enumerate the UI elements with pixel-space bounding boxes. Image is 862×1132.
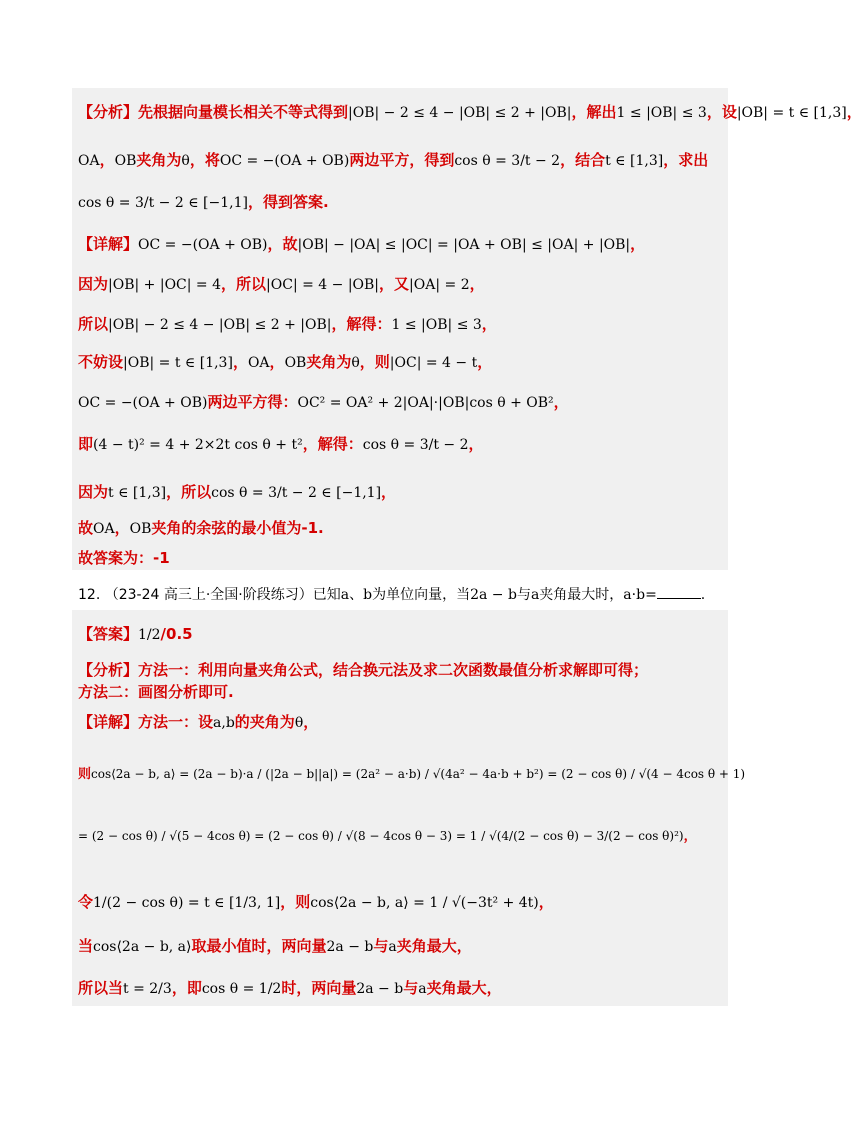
math: |OB| − |OA| ≤ |OC| = |OA + OB| ≤ |OA| + |OB| — [297, 237, 631, 253]
text: ， — [303, 713, 319, 731]
math: OA — [247, 355, 270, 371]
math: 1/(2 − cos θ) = t ∈ [1/3, 1] — [93, 895, 281, 911]
math: a — [418, 981, 427, 997]
math: cos⟨2a − b, a⟩ — [93, 939, 192, 955]
math: |OC| = 4 − t — [389, 355, 478, 371]
line-detail-2 — [78, 762, 745, 787]
text: ， — [477, 353, 493, 371]
math: 1 ≤ |OB| ≤ 3 — [391, 317, 482, 333]
line-11 — [78, 516, 324, 541]
text: 故答案为：-1 — [78, 549, 170, 567]
text: 夹角的余弦的最小值为-1. — [151, 519, 324, 537]
line-6 — [78, 312, 497, 337]
math: = (2 − cos θ) / √(5 − 4cos θ) = (2 − cos θ) / √(8 − 4cos θ − 3) = 1 / √(4/(2 − cos θ) − 3/(2 − cos θ)²) — [78, 829, 684, 843]
math: cos⟨2a − b, a⟩ = (2a − b)·a / (|2a − b||a|) = (2a² − a·b) / √(4a² − 4a·b + b²) = (2 − cos θ) / √(4 − 4cos θ + 1) — [91, 767, 746, 781]
text: 所以 — [78, 315, 109, 333]
math: θ — [351, 355, 360, 371]
math: OB — [114, 153, 137, 169]
math: t ∈ [1,3] — [605, 153, 664, 169]
line-detail-4 — [78, 890, 554, 915]
line-3 — [78, 190, 329, 215]
line-detail-1 — [78, 710, 318, 735]
text: ，解得： — [302, 435, 363, 453]
text: 因为 — [78, 483, 109, 501]
analysis-label: 【分析】 — [78, 103, 139, 121]
math: t = 2/3 — [123, 981, 172, 997]
text: 两边平方，得到 — [349, 151, 455, 169]
text: /0.5 — [160, 625, 193, 643]
line-10 — [78, 480, 396, 505]
text: 为单位向量，当 — [372, 587, 471, 603]
text: ，解出 — [571, 103, 617, 121]
line-detail-5 — [78, 934, 472, 959]
answer-blank — [657, 584, 701, 599]
line-analysis — [78, 100, 862, 125]
detail-label: 【详解】 — [78, 713, 139, 731]
line-9 — [78, 432, 484, 457]
detail-label: 【详解】 — [78, 235, 139, 253]
math: 1 ≤ |OB| ≤ 3 — [616, 105, 707, 121]
text: ， — [538, 893, 554, 911]
math: 2a − b — [326, 939, 374, 955]
math: θ — [181, 153, 190, 169]
line-detail-3 — [78, 824, 697, 849]
text: ， — [232, 353, 248, 371]
text: ，即 — [171, 979, 202, 997]
math: OC = −(OA + OB) — [138, 237, 268, 253]
text: 方法二：画图分析即可. — [78, 683, 234, 701]
text: 与 — [373, 937, 389, 955]
text: ， — [468, 435, 484, 453]
math: 2a − b — [470, 587, 517, 603]
text: 当 — [78, 937, 94, 955]
question-number: 12. — [78, 587, 101, 603]
text: ，结合 — [560, 151, 606, 169]
math: OC² = OA² + 2|OA|·|OB|cos θ + OB² — [297, 395, 554, 411]
text: 夹角为 — [306, 353, 352, 371]
math: OC = −(OA + OB) — [219, 153, 350, 169]
line-detail — [78, 232, 645, 257]
math: |OB| + |OC| = 4 — [108, 277, 222, 293]
text: 则 — [78, 767, 92, 782]
text: ，所以 — [166, 483, 212, 501]
text: ， — [553, 393, 569, 411]
text: ， — [114, 519, 130, 537]
text: ， — [630, 235, 646, 253]
math: |OB| − 2 ≤ 4 − |OB| ≤ 2 + |OB| — [348, 105, 572, 121]
math: cos⟨2a − b, a⟩ = 1 / √(−3t² + 4t) — [310, 895, 539, 911]
text: ， — [683, 829, 697, 844]
math: θ — [294, 715, 304, 731]
text: ， — [469, 275, 485, 293]
line-answer — [78, 622, 193, 647]
text: = — [645, 587, 657, 603]
math: cos θ = 3/t − 2 ∈ [−1,1] — [78, 195, 248, 211]
answer-label: 【答案】 — [78, 625, 139, 643]
math: OA — [78, 153, 100, 169]
question-12: 12. （23-24 高三上·全国·阶段练习）已知a、b为单位向量，当2a − b与a夹角最大时，a·b= . — [78, 584, 705, 606]
text: 即 — [78, 435, 94, 453]
line-5 — [78, 272, 485, 297]
math: OA — [93, 521, 115, 537]
text: 方法一：利用向量夹角公式，结合换元法及求二次函数最值分析求解即可得； — [138, 661, 649, 679]
text: ， — [846, 103, 862, 121]
text: ，则 — [280, 893, 311, 911]
text: 取最小值时，两向量 — [191, 937, 327, 955]
text: 所以当 — [78, 979, 124, 997]
text: ，解得： — [331, 315, 392, 333]
math: a,b — [213, 715, 235, 731]
math: a — [530, 587, 540, 603]
line-8 — [78, 390, 569, 415]
text: ， — [269, 353, 285, 371]
math: OB — [129, 521, 152, 537]
text: ， — [99, 151, 115, 169]
text: 、 — [349, 587, 364, 603]
text: 令 — [78, 893, 94, 911]
text: 两边平方得： — [207, 393, 298, 411]
text: ，故 — [267, 235, 298, 253]
text: 时，两向量 — [281, 979, 357, 997]
math: t ∈ [1,3] — [108, 485, 167, 501]
line-detail-6 — [78, 976, 502, 1001]
text: ，又 — [379, 275, 410, 293]
text: 的夹角为 — [234, 713, 295, 731]
text: 夹角为 — [136, 151, 182, 169]
line-2 — [78, 148, 708, 173]
math: OB — [284, 355, 307, 371]
text: ，所以 — [221, 275, 267, 293]
math: |OB| = t ∈ [1,3] — [123, 355, 233, 371]
text: 与 — [403, 979, 419, 997]
text: ，设 — [706, 103, 737, 121]
text: 不妨设 — [78, 353, 124, 371]
text: 已知 — [312, 587, 341, 603]
math: a — [388, 939, 397, 955]
math: cos θ = 3/t − 2 ∈ [−1,1] — [211, 485, 382, 501]
line-analysis-1 — [78, 658, 648, 682]
math: (4 − t)² = 4 + 2×2t cos θ + t² — [93, 437, 303, 453]
math: cos θ = 3/t − 2 — [362, 437, 469, 453]
text: 方法一：设 — [138, 713, 214, 731]
math: b — [363, 587, 373, 603]
text: ， — [381, 483, 397, 501]
math: |OB| − 2 ≤ 4 − |OB| ≤ 2 + |OB| — [108, 317, 332, 333]
line-analysis-2 — [78, 680, 234, 704]
line-7 — [78, 350, 492, 375]
text: ， — [481, 315, 497, 333]
math: cos θ = 3/t − 2 — [454, 153, 561, 169]
math: |OA| = 2 — [409, 277, 470, 293]
math: 2a − b — [356, 981, 404, 997]
analysis-label: 【分析】 — [78, 661, 139, 679]
math: OC = −(OA + OB) — [78, 395, 208, 411]
question-source: （23-24 高三上·全国·阶段练习） — [104, 587, 313, 603]
text: ，则 — [359, 353, 390, 371]
text: 夹角最大， — [396, 937, 472, 955]
math: cos θ = 1/2 — [201, 981, 282, 997]
text: 夹角最大时， — [539, 587, 624, 603]
text: ，得到答案. — [247, 193, 329, 211]
text: ，求出 — [663, 151, 709, 169]
math: a·b — [623, 587, 646, 603]
line-final-answer — [78, 546, 170, 570]
text: 故 — [78, 519, 94, 537]
math: |OC| = 4 − |OB| — [266, 277, 380, 293]
text: 先根据向量模长相关不等式得到 — [138, 103, 349, 121]
text: 因为 — [78, 275, 109, 293]
math: 1/2 — [138, 627, 161, 643]
text: 夹角最大， — [426, 979, 502, 997]
text: 与 — [516, 587, 531, 603]
math: a — [340, 587, 350, 603]
math: |OB| = t ∈ [1,3] — [736, 105, 847, 121]
text: ，将 — [189, 151, 220, 169]
